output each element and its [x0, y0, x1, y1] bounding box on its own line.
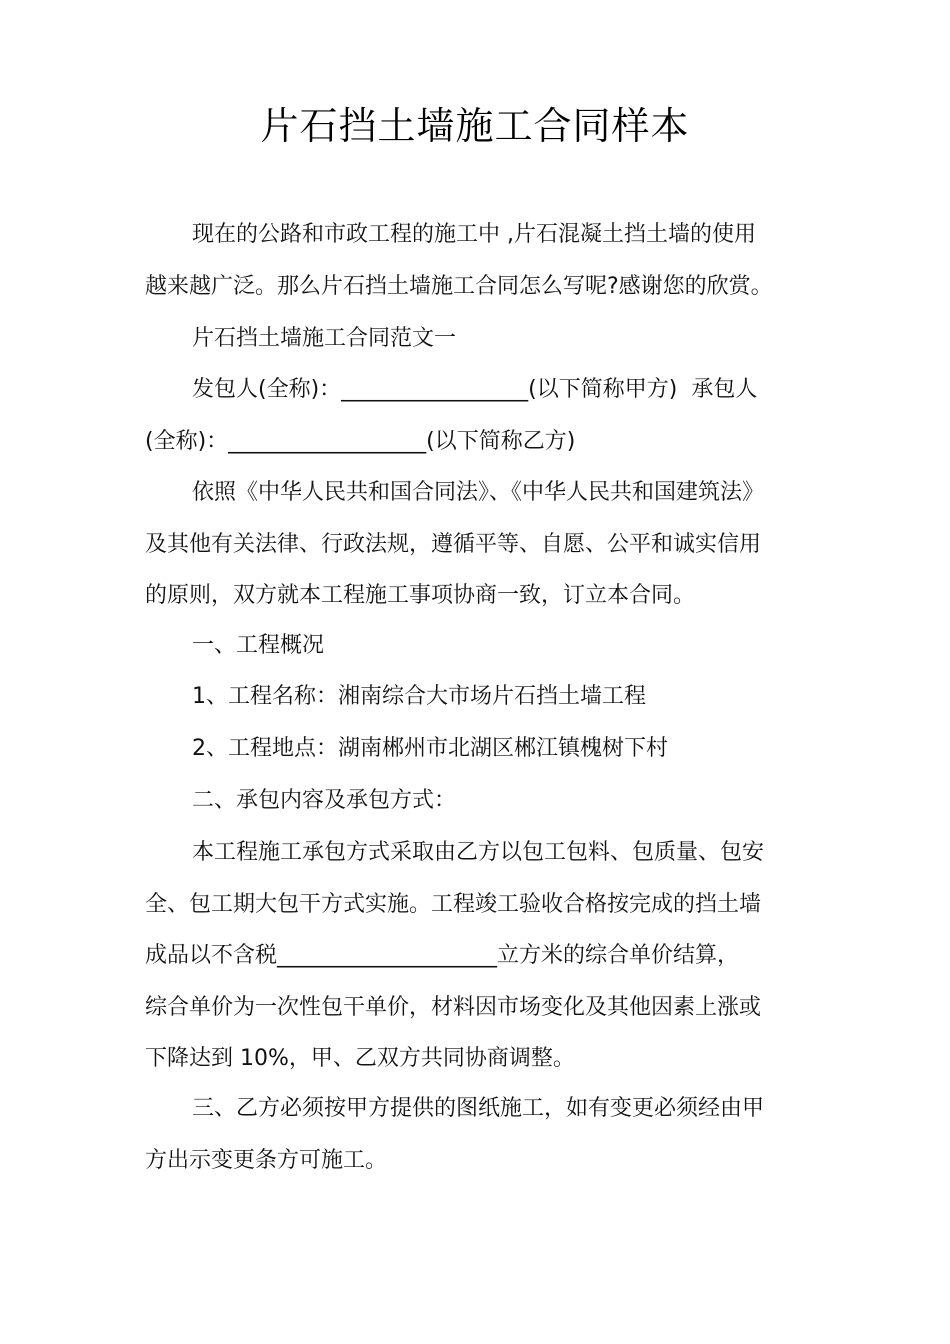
section-heading-scope [145, 775, 815, 827]
project-location-item [145, 723, 815, 775]
paragraph-line: 现在的公路和市政工程的施工中 ,片石混凝土挡土墙的使用 [192, 222, 756, 247]
paragraph-line: 综合单价为一次性包干单价，材料因市场变化及其他因素上涨或 [145, 994, 762, 1020]
paragraph-line: 成品以不含税____________________立方米的综合单价结算， [145, 943, 740, 968]
paragraph-line: 发包人(全称)：_________________(以下简称甲方) 承包人 [192, 377, 758, 402]
paragraph-line: 越来越广泛。那么片石挡土墙施工合同怎么写呢?感谢您的欣赏。 [145, 273, 773, 299]
paragraph-line: 2、工程地点：湖南郴州市北湖区郴江镇槐树下村 [192, 736, 668, 761]
paragraph-line: 二、承包内容及承包方式： [192, 788, 457, 813]
paragraph-line: 下降达到 10%，甲、乙双方共同协商调整。 [145, 1046, 575, 1071]
parties-paragraph [145, 364, 815, 467]
paragraph-line: 全、包工期大包干方式实施。工程竣工验收合格按完成的挡土墙 [145, 891, 762, 917]
paragraph-line: 1、工程名称：湘南综合大市场片石挡土墙工程 [192, 684, 646, 709]
paragraph-line: 一、工程概况 [192, 633, 325, 658]
paragraph-line: 的原则，双方就本工程施工事项协商一致，订立本合同。 [145, 583, 696, 608]
paragraph-line: (全称)：__________________(以下简称乙方) [145, 428, 576, 454]
legal-basis-paragraph [145, 467, 815, 622]
paragraph-line: 及其他有关法律、行政法规，遵循平等、自愿、公平和诚实信用 [145, 531, 762, 557]
sample-heading [145, 313, 815, 365]
section-heading-overview [145, 620, 815, 672]
paragraph-line: 本工程施工承包方式采取由乙方以包工包料、包质量、包安 [192, 840, 765, 865]
contract-method-paragraph [145, 827, 815, 1085]
document-title: 片石挡土墙施工合同样本 [260, 104, 690, 148]
intro-paragraph [145, 209, 815, 312]
section-drawings-paragraph [145, 1083, 815, 1186]
paragraph-line: 依照《中华人民共和国合同法》、《中华人民共和国建筑法》 [192, 480, 765, 505]
paragraph-line: 三、乙方必须按甲方提供的图纸施工，如有变更必须经由甲 [192, 1096, 765, 1121]
paragraph-line: 片石挡土墙施工合同范文一 [192, 326, 457, 351]
project-name-item [145, 671, 815, 723]
paragraph-line: 方出示变更条方可施工。 [145, 1147, 388, 1173]
